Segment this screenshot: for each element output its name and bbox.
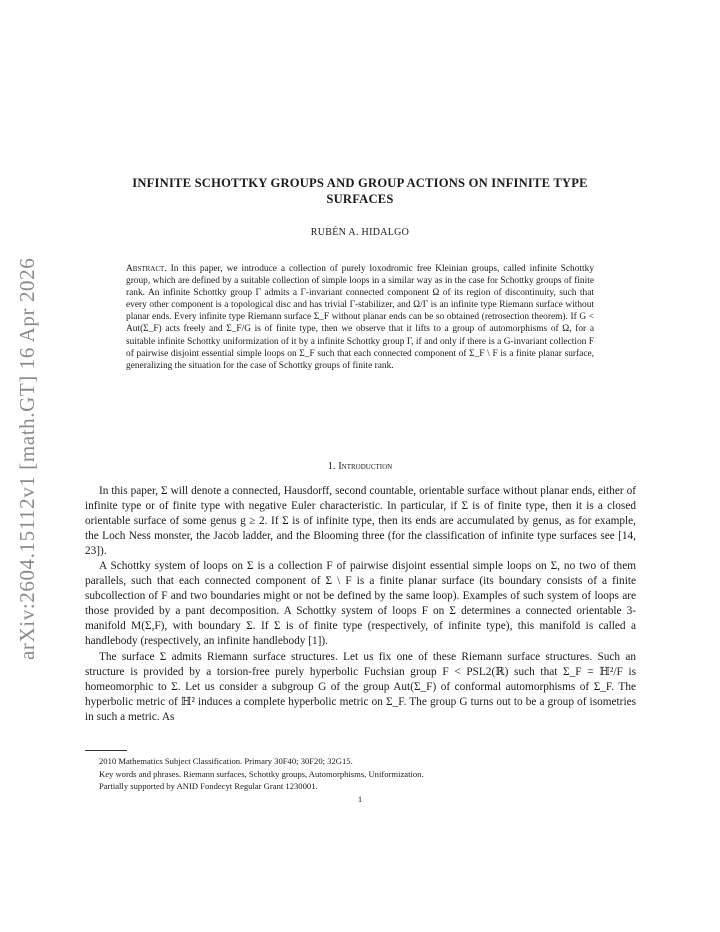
abstract-label: Abstract. (126, 264, 167, 274)
footnote-keywords: Key words and phrases. Riemann surfaces, Schottky groups, Automorphisms, Uniformization. (99, 768, 424, 779)
abstract (126, 263, 594, 372)
paragraph: In this paper, Σ will denote a connected, Hausdorff, second countable, orientable surface without planar ends, either of infinite type or of finite type with negative Euler characteristic. In particular, if Σ is of finite type, then it is a closed orientable surface of some genus g ≥ 2. If Σ is of infinite type, then its ends are accumulated by genus, as for example, the Loch Ness monster, the Jacob ladder, and the Blooming three (for the classification of infinite type surfaces see [14, 23]). (85, 485, 636, 558)
section-number: 1. (327, 461, 336, 472)
author-name: RUBÉN A. HIDALGO (310, 227, 410, 238)
footnote-rule (85, 750, 127, 751)
section-title: Introduction (338, 461, 393, 472)
page-number: 1 (357, 794, 363, 804)
paper-title: INFINITE SCHOTTKY GROUPS AND GROUP ACTIONS ON INFINITE TYPE SURFACES (132, 176, 588, 206)
arxiv-identifier: arXiv:2604.15112v1 [math.GT] 16 Apr 2026 (15, 257, 39, 660)
footnotes (99, 755, 636, 793)
paragraph: The surface Σ admits Riemann surface structures. Let us fix one of these Riemann surface structures. Such an structure is provided by a torsion-free purely hyperbolic Fuchsian group F < PSL2(ℝ) such that Σ_F = ℍ²/F is homeomorphic to Σ. Let us consider a subgroup G of the group Aut(Σ_F) of conformal automorphisms of Σ_F. The hyperbolic metric of ℍ² induces a complete hyperbolic metric on Σ_F. The group G turns out to be a group of isometries in such a metric. As (85, 650, 636, 723)
footnote-funding: Partially supported by ANID Fondecyt Regular Grant 1230001. (99, 781, 318, 792)
paragraph: A Schottky system of loops on Σ is a collection F of pairwise disjoint essential simple loops on Σ, no two of them parallels, such that each connected component of Σ \ F is a finite planar surface (its boundary consists of a finite subcollection of F and two boundaries might or not be defined by the same loop). Examples of such system of loops are those provided by a pant decomposition. A Schottky system of loops F on Σ determines a connected orientable 3-manifold M(Σ,F), with boundary Σ. If Σ is of finite type (respectively, of infinite type), this manifold is called a handlebody (respectively, an infinite handlebody [1]). (85, 560, 636, 648)
section-heading (120, 461, 600, 472)
abstract-text: In this paper, we introduce a collection of purely loxodromic free Kleinian groups, called infinite Schottky group, which are defined by a suitable collection of simple loops in a similar way as in the case for Schottky groups of finite rank. An infinite Schottky group Γ admits a Γ-invariant connected component Ω of its region of discontinuity, such that every other component is a topological disc and has trivial Γ-stabilizer, and Ω/Γ is an infinite type Riemann surface without planar ends. Every infinite type Riemann surface Σ_F without planar ends can be so obtained (retrosection theorem). If G < Aut(Σ_F) acts freely and Σ_F/G is of finite type, then we observe that it lifts to a group of automorphisms of Ω, for a suitable infinite Schottky uniformization of it by a infinite Schottky group Γ, if and only if there is a G-invariant collection F of pairwise disjoint essential simple loops on Σ_F such that each connected component of Σ_F \ F is a finite planar surface, generalizing the situation for the case of Schottky groups of finite rank. (126, 264, 595, 371)
section-body (85, 484, 636, 725)
footnote-msc: 2010 Mathematics Subject Classification. Primary 30F40; 30F20; 32G15. (99, 756, 353, 766)
